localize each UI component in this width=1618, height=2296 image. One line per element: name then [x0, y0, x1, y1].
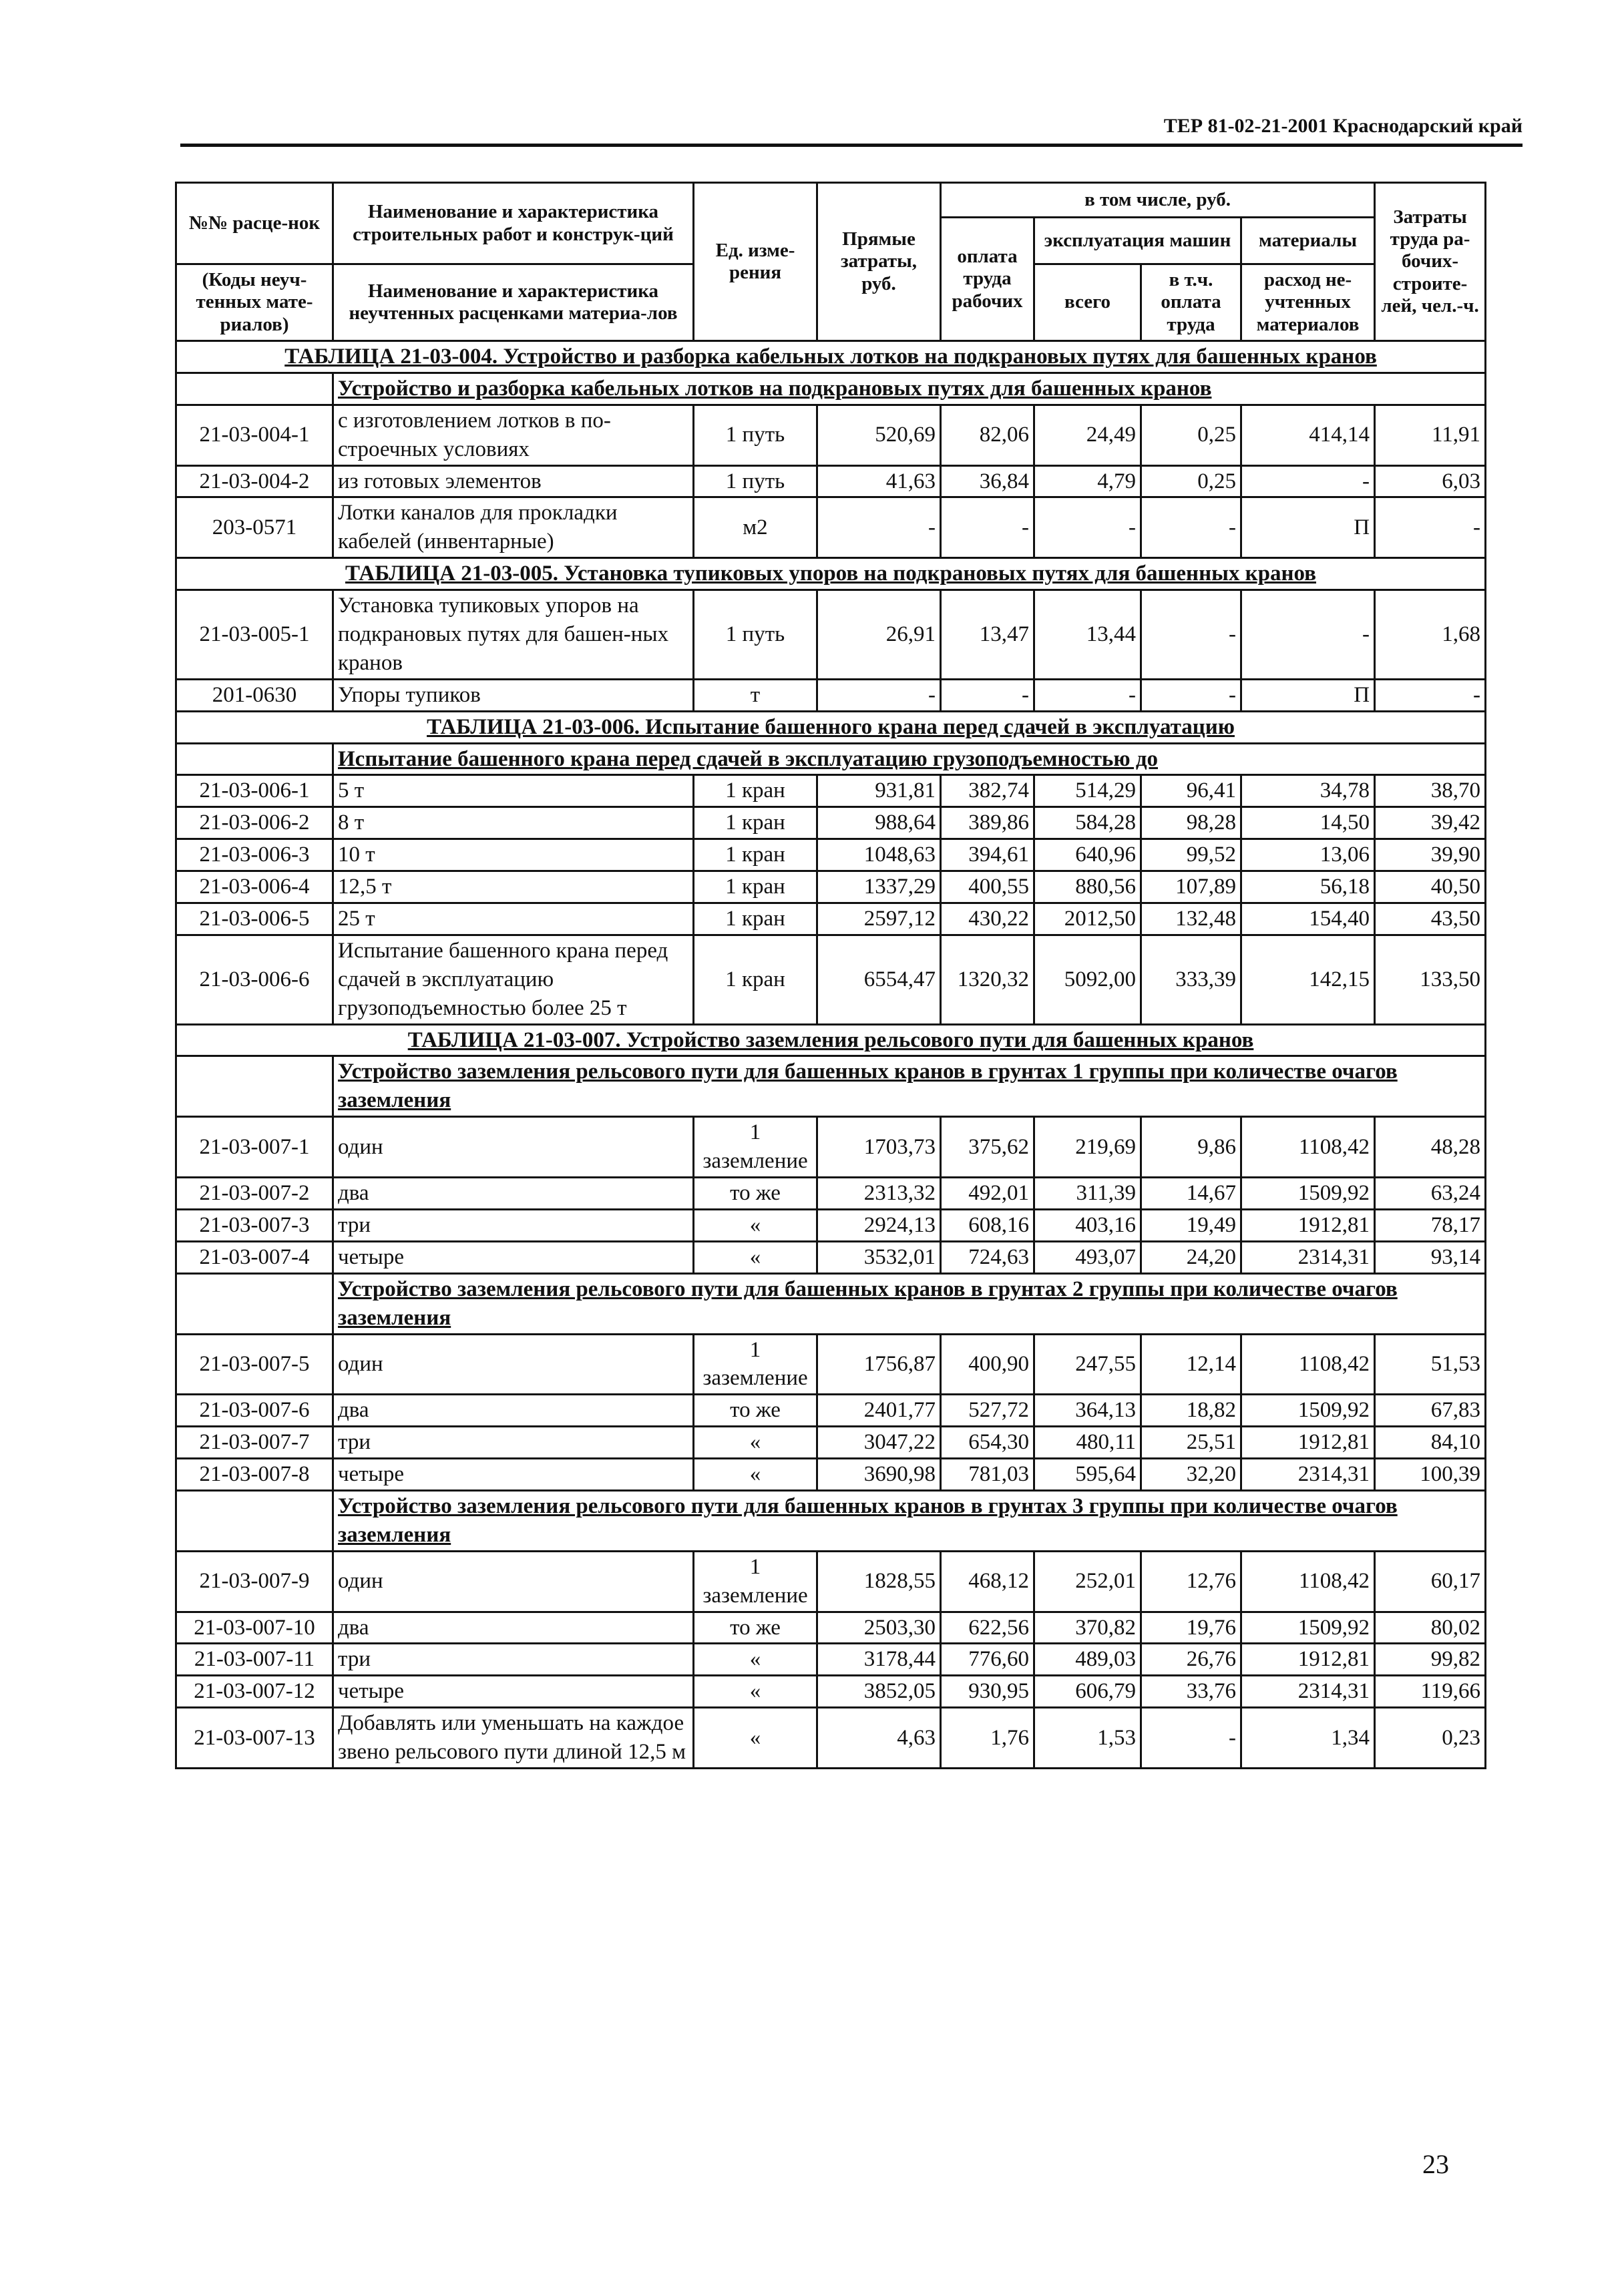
rate-code: 21-03-007-10 — [176, 1612, 333, 1644]
table-row — [176, 1117, 1486, 1178]
wages: 468,12 — [941, 1551, 1034, 1612]
unit-of-measure: « — [694, 1676, 817, 1708]
rate-code: 203-0571 — [176, 497, 333, 558]
group-code-cell — [176, 1490, 333, 1551]
machines-wages: 26,76 — [1141, 1644, 1241, 1676]
group-title: Устройство заземления рельсового пути для башенных кранов в грунтах 2 группы при количестве очагов заземления — [333, 1273, 1486, 1334]
table-row — [176, 775, 1486, 807]
materials: 1509,92 — [1241, 1612, 1375, 1644]
machines-total: 4,79 — [1034, 465, 1141, 497]
unit-of-measure: то же — [694, 1612, 817, 1644]
machines-wages: 9,86 — [1141, 1117, 1241, 1178]
machines-total: 493,07 — [1034, 1241, 1141, 1273]
rate-code: 21-03-007-6 — [176, 1395, 333, 1427]
machines-total: 584,28 — [1034, 807, 1141, 839]
materials: 1,34 — [1241, 1708, 1375, 1769]
machines-wages: 19,76 — [1141, 1612, 1241, 1644]
unit-of-measure: м2 — [694, 497, 817, 558]
header-direct-costs: Прямые затраты, руб. — [817, 183, 941, 341]
unit-of-measure: 1 заземление — [694, 1551, 817, 1612]
labor-costs: 6,03 — [1375, 465, 1486, 497]
work-name: четыре — [333, 1241, 694, 1273]
group-row — [176, 1273, 1486, 1334]
table-row — [176, 465, 1486, 497]
work-name: с изготовлением лотков в по-строечных условиях — [333, 405, 694, 465]
table-row — [176, 1334, 1486, 1395]
labor-costs: 80,02 — [1375, 1612, 1486, 1644]
materials: 2314,31 — [1241, 1459, 1375, 1491]
wages: 36,84 — [941, 465, 1034, 497]
table-row — [176, 1178, 1486, 1210]
machines-wages: 33,76 — [1141, 1676, 1241, 1708]
work-name: 5 т — [333, 775, 694, 807]
header-materials: материалы — [1241, 218, 1375, 264]
machines-wages: - — [1141, 497, 1241, 558]
work-name: четыре — [333, 1459, 694, 1491]
work-name: Установка тупиковых упоров на подкрановых путях для башен-ных кранов — [333, 590, 694, 680]
wages: 430,22 — [941, 903, 1034, 935]
labor-costs: 0,23 — [1375, 1708, 1486, 1769]
machines-wages: 132,48 — [1141, 903, 1241, 935]
wages: 82,06 — [941, 405, 1034, 465]
labor-costs: 93,14 — [1375, 1241, 1486, 1273]
machines-total: 640,96 — [1034, 839, 1141, 871]
unit-of-measure: « — [694, 1708, 817, 1769]
machines-total: 247,55 — [1034, 1334, 1141, 1395]
rate-code: 21-03-006-2 — [176, 807, 333, 839]
header-labor: Затраты труда ра-бочих-строите-лей, чел.-ч. — [1375, 183, 1486, 341]
labor-costs: 48,28 — [1375, 1117, 1486, 1178]
direct-costs: - — [817, 497, 941, 558]
table-row — [176, 497, 1486, 558]
table-row — [176, 1676, 1486, 1708]
machines-wages: 98,28 — [1141, 807, 1241, 839]
rate-code: 21-03-006-3 — [176, 839, 333, 871]
table-row — [176, 1241, 1486, 1273]
table-row — [176, 405, 1486, 465]
section-title: ТАБЛИЦА 21-03-007. Устройство заземления рельсового пути для башенных кранов — [176, 1024, 1486, 1056]
labor-costs: 11,91 — [1375, 405, 1486, 465]
table-row — [176, 807, 1486, 839]
section-title: ТАБЛИЦА 21-03-005. Установка тупиковых упоров на подкрановых путях для башенных кранов — [176, 558, 1486, 590]
header-rule — [180, 144, 1523, 147]
machines-wages: 14,67 — [1141, 1178, 1241, 1210]
direct-costs: 1703,73 — [817, 1117, 941, 1178]
machines-wages: 25,51 — [1141, 1427, 1241, 1459]
table-row — [176, 839, 1486, 871]
unit-of-measure: 1 путь — [694, 405, 817, 465]
unit-of-measure: то же — [694, 1178, 817, 1210]
header-code-top: №№ расце-нок — [176, 183, 333, 264]
wages: 527,72 — [941, 1395, 1034, 1427]
materials: 1108,42 — [1241, 1334, 1375, 1395]
materials: П — [1241, 497, 1375, 558]
labor-costs: 39,42 — [1375, 807, 1486, 839]
rate-code: 21-03-006-6 — [176, 935, 333, 1024]
group-row — [176, 1056, 1486, 1117]
machines-total: 24,49 — [1034, 405, 1141, 465]
wages: 930,95 — [941, 1676, 1034, 1708]
wages: 781,03 — [941, 1459, 1034, 1491]
direct-costs: 520,69 — [817, 405, 941, 465]
labor-costs: 40,50 — [1375, 871, 1486, 903]
materials: 14,50 — [1241, 807, 1375, 839]
machines-total: 514,29 — [1034, 775, 1141, 807]
machines-total: 403,16 — [1034, 1209, 1141, 1241]
unit-of-measure: « — [694, 1427, 817, 1459]
direct-costs: - — [817, 679, 941, 711]
work-name: Лотки каналов для прокладки кабелей (инвентарные) — [333, 497, 694, 558]
materials: 1509,92 — [1241, 1395, 1375, 1427]
machines-total: 219,69 — [1034, 1117, 1141, 1178]
wages: 492,01 — [941, 1178, 1034, 1210]
direct-costs: 3852,05 — [817, 1676, 941, 1708]
materials: 1912,81 — [1241, 1209, 1375, 1241]
unit-of-measure: то же — [694, 1395, 817, 1427]
machines-wages: 12,14 — [1141, 1334, 1241, 1395]
machines-wages: - — [1141, 590, 1241, 680]
header-wages: оплата труда рабочих — [941, 218, 1034, 341]
materials: 1912,81 — [1241, 1644, 1375, 1676]
group-title: Испытание башенного крана перед сдачей в эксплуатацию грузоподъемностью до — [333, 743, 1486, 775]
header-materials-unaccounted: расход не-учтенных материалов — [1241, 264, 1375, 341]
table-row — [176, 590, 1486, 680]
wages: 1320,32 — [941, 935, 1034, 1024]
work-name: 12,5 т — [333, 871, 694, 903]
wages: - — [941, 679, 1034, 711]
machines-wages: 0,25 — [1141, 465, 1241, 497]
work-name: 25 т — [333, 903, 694, 935]
table-row — [176, 1209, 1486, 1241]
document-header: ТЕР 81-02-21-2001 Краснодарский край — [1163, 115, 1523, 137]
labor-costs: 63,24 — [1375, 1178, 1486, 1210]
direct-costs: 26,91 — [817, 590, 941, 680]
machines-wages: 96,41 — [1141, 775, 1241, 807]
labor-costs: 84,10 — [1375, 1427, 1486, 1459]
table-row — [176, 1644, 1486, 1676]
machines-total: 252,01 — [1034, 1551, 1141, 1612]
labor-costs: 133,50 — [1375, 935, 1486, 1024]
group-row — [176, 1490, 1486, 1551]
header-machines: эксплуатация машин — [1034, 218, 1241, 264]
machines-wages: 333,39 — [1141, 935, 1241, 1024]
machines-wages: 107,89 — [1141, 871, 1241, 903]
machines-total: - — [1034, 497, 1141, 558]
labor-costs: 67,83 — [1375, 1395, 1486, 1427]
labor-costs: 60,17 — [1375, 1551, 1486, 1612]
machines-wages: 12,76 — [1141, 1551, 1241, 1612]
unit-of-measure: 1 кран — [694, 935, 817, 1024]
section-title: ТАБЛИЦА 21-03-004. Устройство и разборка кабельных лотков на подкрановых путях для башенных кранов — [176, 341, 1486, 373]
materials: - — [1241, 590, 1375, 680]
materials: 1108,42 — [1241, 1117, 1375, 1178]
machines-total: 2012,50 — [1034, 903, 1141, 935]
unit-of-measure: « — [694, 1209, 817, 1241]
header-unit: Ед. изме-рения — [694, 183, 817, 341]
unit-of-measure: 1 кран — [694, 871, 817, 903]
machines-total: 364,13 — [1034, 1395, 1141, 1427]
group-code-cell — [176, 743, 333, 775]
unit-of-measure: « — [694, 1241, 817, 1273]
direct-costs: 41,63 — [817, 465, 941, 497]
wages: 389,86 — [941, 807, 1034, 839]
materials: 142,15 — [1241, 935, 1375, 1024]
unit-of-measure: 1 путь — [694, 590, 817, 680]
machines-wages: 0,25 — [1141, 405, 1241, 465]
machines-total: 5092,00 — [1034, 935, 1141, 1024]
work-name: три — [333, 1209, 694, 1241]
unit-of-measure: 1 путь — [694, 465, 817, 497]
group-row — [176, 373, 1486, 405]
header-name-bottom: Наименование и характеристика неучтенных расценками материа-лов — [333, 264, 694, 341]
rate-code: 21-03-007-9 — [176, 1551, 333, 1612]
direct-costs: 2401,77 — [817, 1395, 941, 1427]
work-name: 10 т — [333, 839, 694, 871]
unit-of-measure: « — [694, 1644, 817, 1676]
direct-costs: 2597,12 — [817, 903, 941, 935]
rate-code: 21-03-006-5 — [176, 903, 333, 935]
group-code-cell — [176, 373, 333, 405]
materials: 2314,31 — [1241, 1676, 1375, 1708]
wages: 382,74 — [941, 775, 1034, 807]
materials: П — [1241, 679, 1375, 711]
rate-code: 21-03-007-2 — [176, 1178, 333, 1210]
unit-of-measure: 1 заземление — [694, 1334, 817, 1395]
rate-code: 21-03-007-1 — [176, 1117, 333, 1178]
header-machines-wages: в т.ч. оплата труда — [1141, 264, 1241, 341]
direct-costs: 6554,47 — [817, 935, 941, 1024]
group-row — [176, 743, 1486, 775]
table-section-row — [176, 1024, 1486, 1056]
materials: 2314,31 — [1241, 1241, 1375, 1273]
rate-code: 21-03-007-8 — [176, 1459, 333, 1491]
rate-code: 21-03-004-1 — [176, 405, 333, 465]
labor-costs: 119,66 — [1375, 1676, 1486, 1708]
work-name: Добавлять или уменьшать на каждое звено рельсового пути длиной 12,5 м — [333, 1708, 694, 1769]
labor-costs: 38,70 — [1375, 775, 1486, 807]
labor-costs: 78,17 — [1375, 1209, 1486, 1241]
table-row — [176, 679, 1486, 711]
materials: 1509,92 — [1241, 1178, 1375, 1210]
machines-total: 370,82 — [1034, 1612, 1141, 1644]
machines-wages: 19,49 — [1141, 1209, 1241, 1241]
direct-costs: 1337,29 — [817, 871, 941, 903]
materials: 1108,42 — [1241, 1551, 1375, 1612]
work-name: один — [333, 1551, 694, 1612]
rate-code: 21-03-006-4 — [176, 871, 333, 903]
direct-costs: 2924,13 — [817, 1209, 941, 1241]
wages: 400,90 — [941, 1334, 1034, 1395]
header-code-bottom: (Коды неуч-тенных мате-риалов) — [176, 264, 333, 341]
unit-of-measure: « — [694, 1459, 817, 1491]
unit-of-measure: 1 кран — [694, 775, 817, 807]
direct-costs: 3532,01 — [817, 1241, 941, 1273]
work-name: три — [333, 1644, 694, 1676]
wages: 1,76 — [941, 1708, 1034, 1769]
labor-costs: - — [1375, 497, 1486, 558]
wages: - — [941, 497, 1034, 558]
work-name: из готовых элементов — [333, 465, 694, 497]
group-title: Устройство и разборка кабельных лотков на подкрановых путях для башенных кранов — [333, 373, 1486, 405]
materials: 1912,81 — [1241, 1427, 1375, 1459]
rate-code: 201-0630 — [176, 679, 333, 711]
labor-costs: 1,68 — [1375, 590, 1486, 680]
table-row — [176, 1395, 1486, 1427]
unit-of-measure: 1 кран — [694, 903, 817, 935]
table-row — [176, 1708, 1486, 1769]
work-name: один — [333, 1117, 694, 1178]
rate-code: 21-03-007-7 — [176, 1427, 333, 1459]
wages: 724,63 — [941, 1241, 1034, 1273]
rate-code: 21-03-007-13 — [176, 1708, 333, 1769]
group-code-cell — [176, 1273, 333, 1334]
direct-costs: 988,64 — [817, 807, 941, 839]
labor-costs: 43,50 — [1375, 903, 1486, 935]
machines-total: 311,39 — [1034, 1178, 1141, 1210]
labor-costs: 51,53 — [1375, 1334, 1486, 1395]
machines-wages: 18,82 — [1141, 1395, 1241, 1427]
machines-total: 880,56 — [1034, 871, 1141, 903]
machines-wages: 24,20 — [1141, 1241, 1241, 1273]
machines-wages: 99,52 — [1141, 839, 1241, 871]
wages: 375,62 — [941, 1117, 1034, 1178]
labor-costs: 100,39 — [1375, 1459, 1486, 1491]
page-number: 23 — [1422, 2149, 1449, 2179]
rate-code: 21-03-007-11 — [176, 1644, 333, 1676]
direct-costs: 1828,55 — [817, 1551, 941, 1612]
rate-code: 21-03-007-4 — [176, 1241, 333, 1273]
materials: 154,40 — [1241, 903, 1375, 935]
table-row — [176, 1551, 1486, 1612]
rates-table — [175, 182, 1486, 1769]
direct-costs: 2503,30 — [817, 1612, 941, 1644]
group-code-cell — [176, 1056, 333, 1117]
wages: 400,55 — [941, 871, 1034, 903]
rate-code: 21-03-007-3 — [176, 1209, 333, 1241]
machines-wages: - — [1141, 679, 1241, 711]
direct-costs: 1048,63 — [817, 839, 941, 871]
header-name-top: Наименование и характеристика строительных работ и конструк-ций — [333, 183, 694, 264]
work-name: четыре — [333, 1676, 694, 1708]
machines-wages: - — [1141, 1708, 1241, 1769]
table-row — [176, 1459, 1486, 1491]
direct-costs: 4,63 — [817, 1708, 941, 1769]
machines-total: - — [1034, 679, 1141, 711]
machines-total: 13,44 — [1034, 590, 1141, 680]
work-name: один — [333, 1334, 694, 1395]
rate-code: 21-03-007-5 — [176, 1334, 333, 1395]
table-section-row — [176, 711, 1486, 743]
direct-costs: 1756,87 — [817, 1334, 941, 1395]
table-row — [176, 1612, 1486, 1644]
unit-of-measure: т — [694, 679, 817, 711]
direct-costs: 3178,44 — [817, 1644, 941, 1676]
labor-costs: 39,90 — [1375, 839, 1486, 871]
table-row — [176, 935, 1486, 1024]
group-title: Устройство заземления рельсового пути для башенных кранов в грунтах 1 группы при количестве очагов заземления — [333, 1056, 1486, 1117]
wages: 622,56 — [941, 1612, 1034, 1644]
header-including: в том числе, руб. — [941, 183, 1375, 218]
section-title: ТАБЛИЦА 21-03-006. Испытание башенного крана перед сдачей в эксплуатацию — [176, 711, 1486, 743]
table-section-row — [176, 558, 1486, 590]
work-name: три — [333, 1427, 694, 1459]
materials: 13,06 — [1241, 839, 1375, 871]
wages: 654,30 — [941, 1427, 1034, 1459]
wages: 394,61 — [941, 839, 1034, 871]
direct-costs: 3047,22 — [817, 1427, 941, 1459]
unit-of-measure: 1 кран — [694, 807, 817, 839]
rate-code: 21-03-005-1 — [176, 590, 333, 680]
machines-total: 595,64 — [1034, 1459, 1141, 1491]
wages: 13,47 — [941, 590, 1034, 680]
machines-wages: 32,20 — [1141, 1459, 1241, 1491]
work-name: Упоры тупиков — [333, 679, 694, 711]
work-name: Испытание башенного крана перед сдачей в эксплуатацию грузоподъемностью более 25 т — [333, 935, 694, 1024]
table-row — [176, 871, 1486, 903]
direct-costs: 2313,32 — [817, 1178, 941, 1210]
work-name: два — [333, 1612, 694, 1644]
materials: 56,18 — [1241, 871, 1375, 903]
labor-costs: - — [1375, 679, 1486, 711]
materials: 414,14 — [1241, 405, 1375, 465]
unit-of-measure: 1 кран — [694, 839, 817, 871]
table-row — [176, 903, 1486, 935]
work-name: два — [333, 1178, 694, 1210]
machines-total: 489,03 — [1034, 1644, 1141, 1676]
wages: 608,16 — [941, 1209, 1034, 1241]
unit-of-measure: 1 заземление — [694, 1117, 817, 1178]
machines-total: 606,79 — [1034, 1676, 1141, 1708]
wages: 776,60 — [941, 1644, 1034, 1676]
work-name: 8 т — [333, 807, 694, 839]
table-section-row — [176, 341, 1486, 373]
machines-total: 1,53 — [1034, 1708, 1141, 1769]
rate-code: 21-03-004-2 — [176, 465, 333, 497]
rate-code: 21-03-007-12 — [176, 1676, 333, 1708]
direct-costs: 3690,98 — [817, 1459, 941, 1491]
labor-costs: 99,82 — [1375, 1644, 1486, 1676]
work-name: два — [333, 1395, 694, 1427]
table-row — [176, 1427, 1486, 1459]
header-machines-total: всего — [1034, 264, 1141, 341]
rate-code: 21-03-006-1 — [176, 775, 333, 807]
group-title: Устройство заземления рельсового пути для башенных кранов в грунтах 3 группы при количестве очагов заземления — [333, 1490, 1486, 1551]
materials: - — [1241, 465, 1375, 497]
machines-total: 480,11 — [1034, 1427, 1141, 1459]
direct-costs: 931,81 — [817, 775, 941, 807]
materials: 34,78 — [1241, 775, 1375, 807]
